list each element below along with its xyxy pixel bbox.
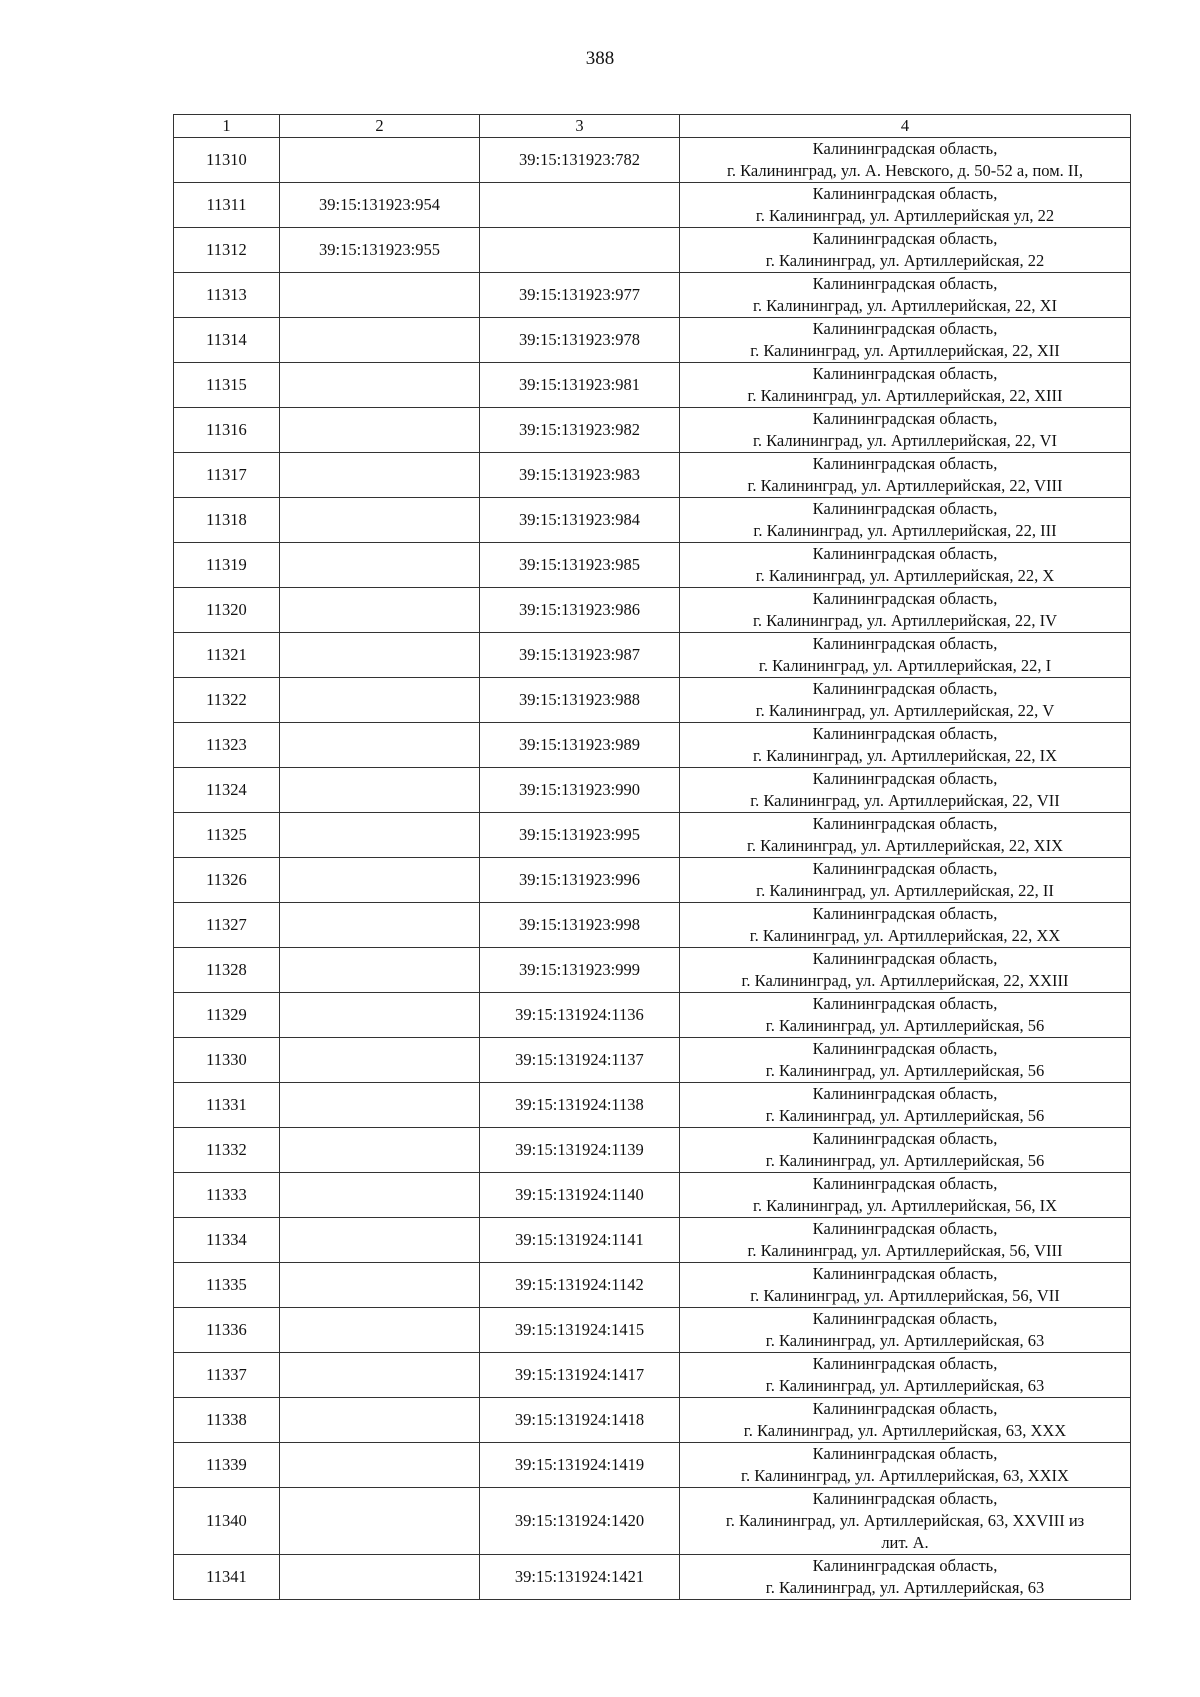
table-row bbox=[174, 903, 1131, 948]
address-line-2: г. Калининград, ул. Артиллерийская, 22, XXIII bbox=[741, 971, 1069, 990]
cadastral-number-col3-cell: 39:15:131923:782 bbox=[480, 138, 680, 183]
table-row bbox=[174, 1083, 1131, 1128]
address-cell bbox=[680, 768, 1131, 813]
cadastral-number-col2-cell bbox=[280, 1398, 480, 1443]
address-line-2: г. Калининград, ул. Артиллерийская, 22, XIII bbox=[747, 386, 1063, 405]
address-line-2: г. Калининград, ул. Артиллерийская, 22, VII bbox=[750, 791, 1060, 810]
cadastral-number-col3-cell: 39:15:131923:985 bbox=[480, 543, 680, 588]
row-number-cell: 11335 bbox=[174, 1263, 280, 1308]
address-line-2: г. Калининград, ул. Артиллерийская, 22, XI bbox=[752, 296, 1058, 315]
row-number-cell: 11320 bbox=[174, 588, 280, 633]
address-line-1: Калининградская область, bbox=[812, 274, 998, 293]
row-number-cell: 11341 bbox=[174, 1555, 280, 1600]
address-cell bbox=[680, 1443, 1131, 1488]
address-cell bbox=[680, 228, 1131, 273]
address-line-2: г. Калининград, ул. Артиллерийская, 22, IX bbox=[752, 746, 1058, 765]
row-number-cell: 11324 bbox=[174, 768, 280, 813]
address-cell bbox=[680, 363, 1131, 408]
address-line-2: г. Калининград, ул. Артиллерийская, 56 bbox=[765, 1061, 1045, 1080]
address-cell bbox=[680, 813, 1131, 858]
cadastral-number-col2-cell bbox=[280, 318, 480, 363]
row-number-cell: 11333 bbox=[174, 1173, 280, 1218]
cadastral-number-col2-cell bbox=[280, 858, 480, 903]
table-row bbox=[174, 138, 1131, 183]
address-line-1: Калининградская область, bbox=[812, 949, 998, 968]
cadastral-number-col2-cell bbox=[280, 1038, 480, 1083]
cadastral-number-col2-cell bbox=[280, 543, 480, 588]
address-cell bbox=[680, 588, 1131, 633]
address-line-2: г. Калининград, ул. Артиллерийская, 63, XXVIII из bbox=[725, 1511, 1085, 1530]
address-line-1: Калининградская область, bbox=[812, 769, 998, 788]
address-line-1: Калининградская область, bbox=[812, 1399, 998, 1418]
address-line-1: Калининградская область, bbox=[812, 814, 998, 833]
address-line-1: Калининградская область, bbox=[812, 139, 998, 158]
address-line-2: г. Калининград, ул. Артиллерийская ул, 22 bbox=[755, 206, 1055, 225]
row-number-cell: 11317 bbox=[174, 453, 280, 498]
cadastral-number-col2-cell bbox=[280, 948, 480, 993]
cadastral-number-col3-cell bbox=[480, 228, 680, 273]
cadastral-number-col2-cell bbox=[280, 363, 480, 408]
cadastral-number-col2-cell bbox=[280, 1263, 480, 1308]
cadastral-number-col2-cell bbox=[280, 1218, 480, 1263]
address-line-1: Калининградская область, bbox=[812, 364, 998, 383]
row-number-cell: 11314 bbox=[174, 318, 280, 363]
address-line-2: г. Калининград, ул. Артиллерийская, 56, IX bbox=[752, 1196, 1058, 1215]
address-cell bbox=[680, 1488, 1131, 1555]
address-line-2: г. Калининград, ул. Артиллерийская, 22 bbox=[765, 251, 1045, 270]
address-line-2: г. Калининград, ул. Артиллерийская, 22, I bbox=[758, 656, 1052, 675]
address-line-2: г. Калининград, ул. Артиллерийская, 22, V bbox=[755, 701, 1055, 720]
cadastral-number-col3-cell: 39:15:131923:990 bbox=[480, 768, 680, 813]
address-cell bbox=[680, 993, 1131, 1038]
address-line-2: г. Калининград, ул. Артиллерийская, 63 bbox=[765, 1331, 1045, 1350]
cadastral-number-col3-cell: 39:15:131923:996 bbox=[480, 858, 680, 903]
table-row bbox=[174, 1555, 1131, 1600]
address-cell bbox=[680, 138, 1131, 183]
cadastral-number-col2-cell: 39:15:131923:954 bbox=[280, 183, 480, 228]
table-row bbox=[174, 1263, 1131, 1308]
cadastral-number-col3-cell: 39:15:131924:1419 bbox=[480, 1443, 680, 1488]
address-line-1: Калининградская область, bbox=[812, 454, 998, 473]
table-row bbox=[174, 1038, 1131, 1083]
table-body bbox=[174, 138, 1131, 1600]
row-number-cell: 11328 bbox=[174, 948, 280, 993]
row-number-cell: 11337 bbox=[174, 1353, 280, 1398]
cadastral-number-col3-cell: 39:15:131923:998 bbox=[480, 903, 680, 948]
row-number-cell: 11331 bbox=[174, 1083, 280, 1128]
cadastral-number-col2-cell bbox=[280, 1488, 480, 1555]
row-number-cell: 11325 bbox=[174, 813, 280, 858]
row-number-cell: 11336 bbox=[174, 1308, 280, 1353]
address-line-2: г. Калининград, ул. Артиллерийская, 22, XII bbox=[750, 341, 1060, 360]
cadastral-number-col2-cell bbox=[280, 1173, 480, 1218]
address-line-2: г. Калининград, ул. Артиллерийская, 22, X bbox=[755, 566, 1055, 585]
header-col-4: 4 bbox=[680, 115, 1131, 138]
address-line-2: г. Калининград, ул. А. Невского, д. 50-52 а, пом. II, bbox=[726, 161, 1084, 180]
address-cell bbox=[680, 1353, 1131, 1398]
registry-table bbox=[173, 114, 1131, 1600]
row-number-cell: 11318 bbox=[174, 498, 280, 543]
address-cell bbox=[680, 633, 1131, 678]
address-cell bbox=[680, 453, 1131, 498]
cadastral-number-col2-cell bbox=[280, 1353, 480, 1398]
address-line-2: г. Калининград, ул. Артиллерийская, 56, VIII bbox=[747, 1241, 1063, 1260]
table-row bbox=[174, 543, 1131, 588]
cadastral-number-col3-cell: 39:15:131923:986 bbox=[480, 588, 680, 633]
address-cell bbox=[680, 1555, 1131, 1600]
address-line-1: Калининградская область, bbox=[812, 679, 998, 698]
cadastral-number-col3-cell bbox=[480, 183, 680, 228]
table-row bbox=[174, 1443, 1131, 1488]
table-row bbox=[174, 678, 1131, 723]
cadastral-number-col3-cell: 39:15:131924:1142 bbox=[480, 1263, 680, 1308]
row-number-cell: 11329 bbox=[174, 993, 280, 1038]
address-line-1: Калининградская область, bbox=[812, 229, 998, 248]
table-header bbox=[174, 115, 1131, 138]
row-number-cell: 11321 bbox=[174, 633, 280, 678]
table-row bbox=[174, 1173, 1131, 1218]
address-cell bbox=[680, 1263, 1131, 1308]
cadastral-number-col3-cell: 39:15:131924:1415 bbox=[480, 1308, 680, 1353]
address-cell bbox=[680, 1083, 1131, 1128]
row-number-cell: 11316 bbox=[174, 408, 280, 453]
address-line-2: г. Калининград, ул. Артиллерийская, 22, XX bbox=[749, 926, 1061, 945]
cadastral-number-col2-cell bbox=[280, 408, 480, 453]
table-row bbox=[174, 813, 1131, 858]
address-cell bbox=[680, 948, 1131, 993]
address-line-2: г. Калининград, ул. Артиллерийская, 56 bbox=[765, 1151, 1045, 1170]
header-row bbox=[174, 115, 1131, 138]
address-line-2: г. Калининград, ул. Артиллерийская, 22, VIII bbox=[747, 476, 1063, 495]
cadastral-number-col3-cell: 39:15:131924:1420 bbox=[480, 1488, 680, 1555]
address-line-2: г. Калининград, ул. Артиллерийская, 63, XXX bbox=[743, 1421, 1067, 1440]
row-number-cell: 11332 bbox=[174, 1128, 280, 1173]
cadastral-number-col3-cell: 39:15:131924:1417 bbox=[480, 1353, 680, 1398]
address-line-2: г. Калининград, ул. Артиллерийская, 22, IV bbox=[752, 611, 1058, 630]
cadastral-number-col2-cell bbox=[280, 903, 480, 948]
address-line-1: Калининградская область, bbox=[812, 859, 998, 878]
address-line-2: г. Калининград, ул. Артиллерийская, 63 bbox=[765, 1578, 1045, 1597]
table-row bbox=[174, 408, 1131, 453]
address-cell bbox=[680, 408, 1131, 453]
address-line-2: г. Калининград, ул. Артиллерийская, 22, XIX bbox=[747, 836, 1063, 855]
address-line-3: лит. А. bbox=[881, 1533, 929, 1552]
cadastral-number-col2-cell bbox=[280, 1128, 480, 1173]
row-number-cell: 11334 bbox=[174, 1218, 280, 1263]
table-row bbox=[174, 993, 1131, 1038]
table-row bbox=[174, 318, 1131, 363]
address-line-1: Калининградская область, bbox=[812, 724, 998, 743]
cadastral-number-col3-cell: 39:15:131924:1136 bbox=[480, 993, 680, 1038]
address-line-2: г. Калининград, ул. Артиллерийская, 56, VII bbox=[750, 1286, 1060, 1305]
table-row bbox=[174, 183, 1131, 228]
cadastral-number-col2-cell bbox=[280, 453, 480, 498]
address-cell bbox=[680, 1038, 1131, 1083]
cadastral-number-col3-cell: 39:15:131923:988 bbox=[480, 678, 680, 723]
cadastral-number-col3-cell: 39:15:131923:984 bbox=[480, 498, 680, 543]
table-row bbox=[174, 1353, 1131, 1398]
row-number-cell: 11326 bbox=[174, 858, 280, 903]
cadastral-number-col2-cell bbox=[280, 1443, 480, 1488]
address-line-2: г. Калининград, ул. Артиллерийская, 56 bbox=[765, 1016, 1045, 1035]
address-cell bbox=[680, 183, 1131, 228]
address-cell bbox=[680, 1128, 1131, 1173]
cadastral-number-col3-cell: 39:15:131924:1418 bbox=[480, 1398, 680, 1443]
header-col-2: 2 bbox=[280, 115, 480, 138]
cadastral-number-col3-cell: 39:15:131924:1137 bbox=[480, 1038, 680, 1083]
address-line-1: Калининградская область, bbox=[812, 634, 998, 653]
address-cell bbox=[680, 723, 1131, 768]
table-row bbox=[174, 1398, 1131, 1443]
row-number-cell: 11338 bbox=[174, 1398, 280, 1443]
table-row bbox=[174, 1128, 1131, 1173]
cadastral-number-col2-cell: 39:15:131923:955 bbox=[280, 228, 480, 273]
address-line-2: г. Калининград, ул. Артиллерийская, 22, III bbox=[753, 521, 1057, 540]
header-col-3: 3 bbox=[480, 115, 680, 138]
cadastral-number-col3-cell: 39:15:131923:981 bbox=[480, 363, 680, 408]
row-number-cell: 11330 bbox=[174, 1038, 280, 1083]
cadastral-number-col2-cell bbox=[280, 633, 480, 678]
address-line-2: г. Калининград, ул. Артиллерийская, 22, II bbox=[756, 881, 1054, 900]
cadastral-number-col2-cell bbox=[280, 1308, 480, 1353]
row-number-cell: 11315 bbox=[174, 363, 280, 408]
address-line-1: Калининградская область, bbox=[812, 1039, 998, 1058]
cadastral-number-col3-cell: 39:15:131923:995 bbox=[480, 813, 680, 858]
table-row bbox=[174, 228, 1131, 273]
cadastral-number-col3-cell: 39:15:131924:1421 bbox=[480, 1555, 680, 1600]
table-row bbox=[174, 273, 1131, 318]
table-row bbox=[174, 723, 1131, 768]
cadastral-number-col2-cell bbox=[280, 993, 480, 1038]
address-cell bbox=[680, 1398, 1131, 1443]
address-line-1: Калининградская область, bbox=[812, 904, 998, 923]
row-number-cell: 11339 bbox=[174, 1443, 280, 1488]
table-row bbox=[174, 633, 1131, 678]
address-line-1: Калининградская область, bbox=[812, 994, 998, 1013]
address-line-1: Калининградская область, bbox=[812, 1264, 998, 1283]
address-cell bbox=[680, 1173, 1131, 1218]
address-line-2: г. Калининград, ул. Артиллерийская, 22, VI bbox=[752, 431, 1058, 450]
address-line-1: Калининградская область, bbox=[812, 499, 998, 518]
row-number-cell: 11340 bbox=[174, 1488, 280, 1555]
table-row bbox=[174, 1308, 1131, 1353]
cadastral-number-col2-cell bbox=[280, 813, 480, 858]
address-line-1: Калининградская область, bbox=[812, 589, 998, 608]
address-line-1: Калининградская область, bbox=[812, 1489, 998, 1508]
address-cell bbox=[680, 273, 1131, 318]
table-row bbox=[174, 858, 1131, 903]
row-number-cell: 11322 bbox=[174, 678, 280, 723]
cadastral-number-col3-cell: 39:15:131924:1138 bbox=[480, 1083, 680, 1128]
address-cell bbox=[680, 903, 1131, 948]
table-row bbox=[174, 363, 1131, 408]
address-line-1: Калининградская область, bbox=[812, 1129, 998, 1148]
cadastral-number-col3-cell: 39:15:131923:982 bbox=[480, 408, 680, 453]
row-number-cell: 11311 bbox=[174, 183, 280, 228]
address-line-2: г. Калининград, ул. Артиллерийская, 63, XXIX bbox=[741, 1466, 1069, 1485]
address-line-1: Калининградская область, bbox=[812, 184, 998, 203]
address-line-1: Калининградская область, bbox=[812, 1219, 998, 1238]
cadastral-number-col2-cell bbox=[280, 138, 480, 183]
address-cell bbox=[680, 678, 1131, 723]
address-cell bbox=[680, 318, 1131, 363]
address-line-1: Калининградская область, bbox=[812, 409, 998, 428]
cadastral-number-col3-cell: 39:15:131923:989 bbox=[480, 723, 680, 768]
address-line-2: г. Калининград, ул. Артиллерийская, 63 bbox=[765, 1376, 1045, 1395]
cadastral-number-col3-cell: 39:15:131924:1139 bbox=[480, 1128, 680, 1173]
row-number-cell: 11323 bbox=[174, 723, 280, 768]
address-line-1: Калининградская область, bbox=[812, 319, 998, 338]
address-line-1: Калининградская область, bbox=[812, 544, 998, 563]
row-number-cell: 11319 bbox=[174, 543, 280, 588]
cadastral-number-col3-cell: 39:15:131923:999 bbox=[480, 948, 680, 993]
row-number-cell: 11313 bbox=[174, 273, 280, 318]
cadastral-number-col2-cell bbox=[280, 1083, 480, 1128]
cadastral-number-col3-cell: 39:15:131923:977 bbox=[480, 273, 680, 318]
row-number-cell: 11327 bbox=[174, 903, 280, 948]
cadastral-number-col2-cell bbox=[280, 678, 480, 723]
address-line-2: г. Калининград, ул. Артиллерийская, 56 bbox=[765, 1106, 1045, 1125]
table-row bbox=[174, 498, 1131, 543]
cadastral-number-col3-cell: 39:15:131924:1141 bbox=[480, 1218, 680, 1263]
page-number: 388 bbox=[585, 48, 615, 69]
address-cell bbox=[680, 498, 1131, 543]
address-cell bbox=[680, 1218, 1131, 1263]
header-col-1: 1 bbox=[174, 115, 280, 138]
address-line-1: Калининградская область, bbox=[812, 1174, 998, 1193]
table-row bbox=[174, 1218, 1131, 1263]
address-line-1: Калининградская область, bbox=[812, 1309, 998, 1328]
table-row bbox=[174, 588, 1131, 633]
address-line-1: Калининградская область, bbox=[812, 1084, 998, 1103]
cadastral-number-col2-cell bbox=[280, 723, 480, 768]
cadastral-number-col2-cell bbox=[280, 273, 480, 318]
cadastral-number-col2-cell bbox=[280, 588, 480, 633]
cadastral-number-col2-cell bbox=[280, 1555, 480, 1600]
table-row bbox=[174, 1488, 1131, 1555]
cadastral-number-col2-cell bbox=[280, 768, 480, 813]
cadastral-number-col3-cell: 39:15:131923:983 bbox=[480, 453, 680, 498]
address-cell bbox=[680, 1308, 1131, 1353]
address-cell bbox=[680, 543, 1131, 588]
table-row bbox=[174, 453, 1131, 498]
address-line-1: Калининградская область, bbox=[812, 1444, 998, 1463]
cadastral-number-col3-cell: 39:15:131923:987 bbox=[480, 633, 680, 678]
address-cell bbox=[680, 858, 1131, 903]
address-line-1: Калининградская область, bbox=[812, 1556, 998, 1575]
address-line-1: Калининградская область, bbox=[812, 1354, 998, 1373]
cadastral-number-col2-cell bbox=[280, 498, 480, 543]
table-row bbox=[174, 948, 1131, 993]
table-row bbox=[174, 768, 1131, 813]
cadastral-number-col3-cell: 39:15:131923:978 bbox=[480, 318, 680, 363]
row-number-cell: 11312 bbox=[174, 228, 280, 273]
row-number-cell: 11310 bbox=[174, 138, 280, 183]
cadastral-number-col3-cell: 39:15:131924:1140 bbox=[480, 1173, 680, 1218]
